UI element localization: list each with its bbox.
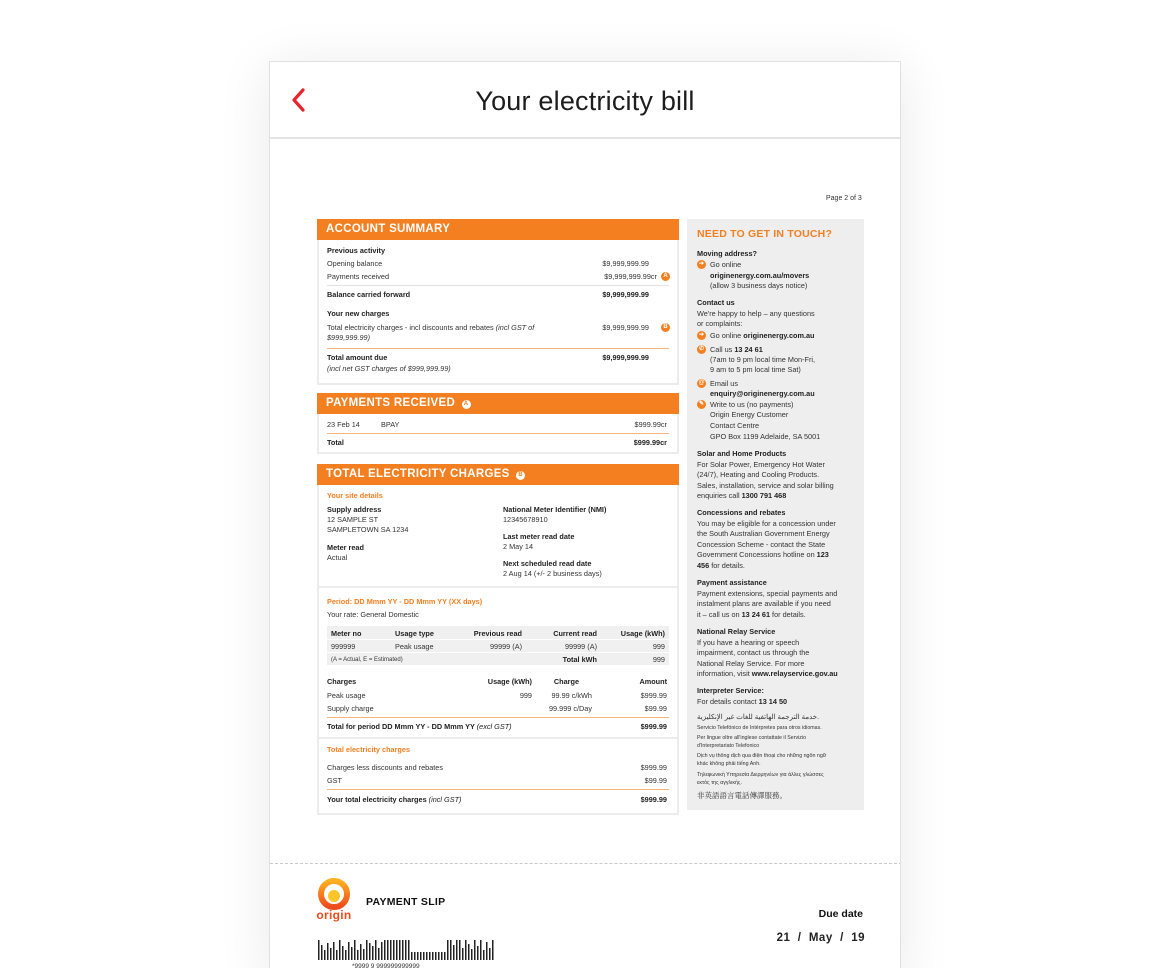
concessions-heading: Concessions and rebates: [697, 508, 786, 517]
electricity-charges: [317, 464, 679, 815]
divider: [327, 348, 669, 349]
period-heading: Period: DD Mmm YY - DD Mmm YY (XX days): [327, 597, 483, 606]
assistance-text: Payment extensions, special payments and: [697, 589, 838, 598]
divider: [319, 737, 677, 739]
lang-vietnamese: khác không phải tiếng Anh.: [697, 761, 761, 767]
payments-total-value: $999.99cr: [633, 438, 667, 447]
payments-total-label: Total: [327, 438, 344, 447]
charges-col-header: Usage (kWh): [487, 677, 532, 686]
bill-viewer: [269, 61, 901, 968]
balance-forward-value: $9,999,999.99: [602, 290, 649, 299]
moving-heading: Moving address?: [697, 249, 758, 258]
badge-b: B: [516, 471, 525, 480]
payments-received-label: Payments received: [327, 272, 390, 281]
nmi-value: 12345678910: [503, 515, 548, 524]
lang-spanish: Servicio Telefónico de Intérpretes para otros idiomas.: [697, 725, 822, 731]
tear-line: [270, 863, 901, 864]
your-total-value: $999.99: [640, 795, 667, 804]
divider: [327, 285, 669, 286]
meter-col-header: Previous read: [473, 629, 522, 638]
lang-italian: Per lingue oltre all'inglese contattate il Servizio: [697, 735, 807, 741]
last-read-value: 2 May 14: [503, 542, 534, 551]
divider: [319, 586, 677, 588]
contact-title: NEED TO GET IN TOUCH?: [697, 228, 833, 240]
total-kwh-label: Total kWh: [562, 655, 597, 664]
total-kwh-value: 999: [652, 655, 665, 664]
address-line: Origin Energy Customer: [710, 410, 789, 419]
concessions-text: Concession Scheme - contact the State: [697, 540, 826, 549]
interpreter-heading: Interpreter Service:: [697, 686, 764, 695]
relay-text: impairment, contact us through the: [697, 648, 810, 657]
charge-cell: 99.99 c/kWh: [551, 691, 592, 700]
arrow-icon: ➔: [698, 332, 705, 338]
payments-received-value: $9,999,999.99cr: [604, 272, 657, 281]
barcode-number: *9999 9 999999999999: [352, 963, 420, 968]
concessions-text: 456 for details.: [697, 561, 745, 570]
concessions-text: You may be eligible for a concession under: [697, 519, 836, 528]
account-summary-title: ACCOUNT SUMMARY: [317, 219, 679, 240]
solar-text: Sales, installation, service and solar billing: [697, 481, 834, 490]
relay-heading: National Relay Service: [697, 627, 776, 636]
next-read-value: 2 Aug 14 (+/- 2 business days): [503, 569, 602, 578]
payment-method: BPAY: [381, 420, 400, 429]
meter-cell: 999: [652, 642, 665, 651]
address-line: Contact Centre: [710, 421, 760, 430]
new-charges-heading: Your new charges: [327, 309, 390, 318]
meter-read-label: Meter read: [327, 543, 364, 552]
lang-greek: Τηλεφωνική Υπηρεσία Διερμηνέων για άλλες γλώσσες: [697, 772, 824, 778]
email-link[interactable]: enquiry@originenergy.com.au: [710, 389, 815, 398]
assistance-text: instalment plans are available if you need: [697, 599, 831, 608]
contact-us-heading: Contact us: [697, 298, 735, 307]
period-total-value: $999.99: [640, 722, 667, 731]
badge-a: A: [661, 272, 670, 281]
solar-text: enquiries call 1300 791 468: [697, 491, 787, 500]
movers-link[interactable]: originenergy.com.au/movers: [710, 271, 810, 280]
contact-panel: [687, 219, 864, 810]
meter-col-header: Usage (kWh): [620, 629, 665, 638]
meter-note: (A = Actual, E = Estimated): [331, 657, 403, 663]
arrow-icon: ➔: [698, 261, 705, 267]
total-elec-value: $9,999,999.99: [602, 323, 649, 332]
charge-cell: Supply charge: [327, 704, 374, 713]
solar-text: (24/7), Heating and Cooling Products.: [697, 470, 820, 479]
badge-b: B: [661, 323, 670, 332]
call-us[interactable]: Call us 13 24 61: [710, 345, 763, 354]
concessions-text: Government Concessions hotline on 123: [697, 550, 829, 559]
total-due-note: (incl net GST charges of $999,999.99): [327, 364, 451, 373]
phone-icon: ✆: [698, 346, 705, 352]
relay-text: National Relay Service. For more: [697, 659, 805, 668]
charge-cell: $99.99: [644, 704, 667, 713]
payment-slip-title: PAYMENT SLIP: [366, 896, 446, 908]
email-us: Email us: [710, 379, 738, 388]
origin-logo: [312, 877, 356, 925]
meter-cell: Peak usage: [395, 642, 434, 651]
due-date-value: 21 / May / 19: [776, 932, 865, 944]
your-total-label: Your total electricity charges (incl GST): [327, 795, 462, 804]
opening-balance-label: Opening balance: [327, 259, 383, 268]
movers-note: (allow 3 business days notice): [710, 281, 808, 290]
charge-cell: 99.999 c/Day: [549, 704, 592, 713]
lang-chinese: 非英語語言電話傳譯服務。: [697, 791, 787, 800]
due-date-label: Due date: [818, 908, 863, 920]
divider: [327, 717, 669, 718]
divider: [327, 789, 669, 790]
origin-logo-icon: [312, 877, 356, 911]
gst-label: GST: [327, 776, 342, 785]
meter-cell: 999999: [331, 642, 356, 651]
supply-address-line1: 12 SAMPLE ST: [327, 515, 379, 524]
payment-date: 23 Feb 14: [327, 420, 360, 429]
barcode-icon: [318, 940, 496, 962]
rate-text: Your rate: General Domestic: [327, 610, 419, 619]
less-value: $999.99: [640, 763, 667, 772]
email-icon: @: [698, 380, 705, 386]
page-title: Your electricity bill: [475, 86, 695, 116]
charges-col-header: Charges: [327, 677, 357, 686]
lang-greek: εκτός της αγγλικής.: [697, 780, 742, 786]
hours-text: 9 am to 5 pm local time Sat): [710, 365, 801, 374]
opening-balance-value: $9,999,999.99: [602, 259, 649, 268]
total-due-label: Total amount due: [327, 353, 388, 362]
badge-a: A: [462, 400, 471, 409]
hours-text: (7am to 9 pm local time Mon-Fri,: [710, 355, 816, 364]
write-us: Write to us (no payments): [710, 400, 794, 409]
charge-cell: $999.99: [640, 691, 667, 700]
happy-text: We're happy to help – any questions: [697, 309, 815, 318]
lang-arabic: خدمة الترجمة الهاتفية للغات غير الإنكليزية.: [697, 714, 820, 721]
total-elec-label: Total electricity charges - incl discounts and rebates (incl GST of: [327, 323, 535, 332]
meter-read-value: Actual: [327, 553, 348, 562]
assistance-text: it – call us on 13 24 61 for details.: [697, 610, 806, 619]
pencil-icon: ✎: [698, 401, 705, 407]
go-online-site[interactable]: Go online originenergy.com.au: [710, 331, 815, 340]
page-label: Page 2 of 3: [826, 195, 862, 202]
relay-text: If you have a hearing or speech: [697, 638, 800, 647]
divider: [327, 433, 669, 434]
less-label: Charges less discounts and rebates: [327, 763, 444, 772]
charges-title: TOTAL ELECTRICITY CHARGES B: [317, 464, 679, 485]
charge-cell: 999: [519, 691, 532, 700]
concessions-text: the South Australian Government Energy: [697, 529, 830, 538]
period-total-label: Total for period DD Mmm YY - DD Mmm YY (excl GST): [327, 722, 512, 731]
supply-address-label: Supply address: [327, 505, 382, 514]
meter-cell: 99999 (A): [489, 642, 522, 651]
charges-col-header: Amount: [639, 677, 667, 686]
meter-table: [327, 626, 669, 665]
origin-wordmark: origin: [316, 908, 352, 922]
supply-address-line2: SAMPLETOWN SA 1234: [327, 525, 409, 534]
previous-activity-heading: Previous activity: [327, 246, 385, 255]
payments-received: [317, 393, 679, 454]
last-read-label: Last meter read date: [503, 532, 575, 541]
account-summary: [317, 219, 679, 385]
relay-text: information, visit www.relayservice.gov.au: [697, 669, 838, 678]
meter-col-header: Meter no: [331, 629, 362, 638]
nmi-label: National Meter Identifier (NMI): [503, 505, 607, 514]
payment-amount: $999.99cr: [634, 420, 667, 429]
app-header: [270, 62, 900, 139]
lang-italian: d'Interpretariato Telefonico: [697, 743, 760, 749]
payments-title: PAYMENTS RECEIVED A: [317, 393, 679, 414]
solar-text: For Solar Power, Emergency Hot Water: [697, 460, 825, 469]
balance-forward-label: Balance carried forward: [327, 290, 411, 299]
site-details-heading: Your site details: [327, 491, 383, 500]
total-elec-charges-heading: Total electricity charges: [327, 745, 411, 754]
go-online-text: Go online: [710, 260, 742, 269]
total-elec-gst: $999,999.99): [327, 333, 371, 342]
total-due-value: $9,999,999.99: [602, 353, 649, 362]
address-line: GPO Box 1199 Adelaide, SA 5001: [710, 432, 821, 441]
charge-cell: Peak usage: [327, 691, 366, 700]
meter-col-header: Current read: [553, 629, 597, 638]
happy-text: or complaints:: [697, 319, 743, 328]
meter-cell: 99999 (A): [564, 642, 597, 651]
lang-vietnamese: Dịch vụ thông dịch qua điện thoại cho những ngôn ngữ: [697, 753, 827, 759]
charges-col-header: Charge: [553, 677, 579, 686]
solar-heading: Solar and Home Products: [697, 449, 787, 458]
meter-col-header: Usage type: [395, 629, 434, 638]
assistance-heading: Payment assistance: [697, 578, 767, 587]
gst-value: $99.99: [644, 776, 667, 785]
interpreter-text: For details contact 13 14 50: [697, 697, 788, 706]
next-read-label: Next scheduled read date: [503, 559, 592, 568]
